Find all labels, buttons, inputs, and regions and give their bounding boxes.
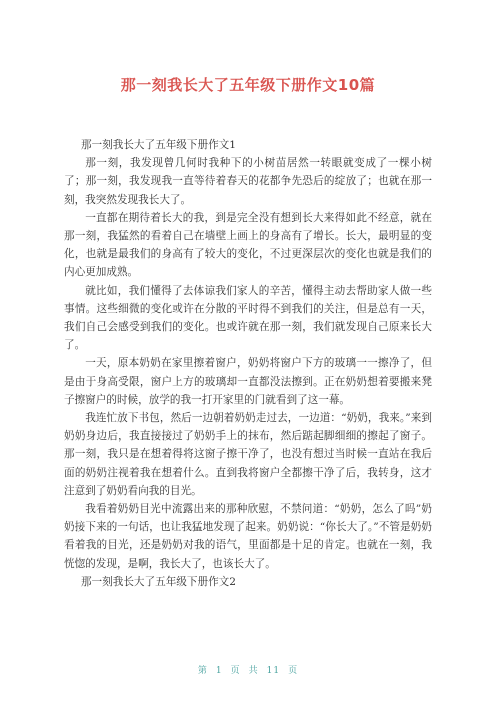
total-pages: 11: [266, 666, 281, 676]
page-label: 第: [197, 666, 208, 676]
paragraph: 我看着奶奶目光中流露出来的那种欣慰，不禁问道：“奶奶，怎么了吗”奶奶接下来的一句话，也让我猛地发现了起来。奶奶说：“你长大了。”不管是奶奶看着我的目光，还是奶奶对我的语气，里面都是十足的肯定。也就在一刻，我恍惚的发现，是啊，我长大了，也该长大了。: [64, 503, 432, 570]
document-title: 那一刻我长大了五年级下册作文10篇: [120, 76, 376, 94]
paragraph: 那一刻，我发现曾几何时我种下的小树苗居然一转眼就变成了一棵小树了；那一刻，我发现我一直等待着春天的花都争先恐后的绽放了；也就在那一刻，我突然发现我长大了。: [64, 157, 432, 206]
essay-heading: 那一刻我长大了五年级下册作文2: [80, 575, 237, 588]
page-current: 1: [215, 666, 223, 676]
document-body: [64, 136, 432, 591]
page-suffix: 页: [230, 666, 241, 676]
paragraph: 一天，原本奶奶在家里擦着窗户，奶奶将窗户下方的玻璃一一擦净了，但是由于身高受限，窗户上方的玻璃却一直都没法擦到。正在奶奶想着要搬来凳子擦窗户的时候，放学的我一打开家里的门就看到了这一幕。: [64, 357, 432, 406]
paragraph: 我连忙放下书包，然后一边朝着奶奶走过去，一边道：“奶奶，我来。”来到奶奶身边后，我直接接过了奶奶手上的抹布，然后踮起脚细细的擦起了窗子。那一刻，我只是在想着得将这窗子擦干净了，也没有想过当时候一直站在我后面的奶奶注视着我在想着什么。直到我将窗户全都擦干净了后，我转身，这才注意到了奶奶看向我的目光。: [64, 412, 432, 497]
paragraph: 就比如，我们懂得了去体谅我们家人的辛苦，懂得主动去帮助家人做一些事情。这些细微的变化或许在分散的平时得不到我们的关注，但是总有一天，我们自己会感受到我们的变化。也或许就在那一刻，我们就发现自己原来长大了。: [64, 284, 432, 352]
total-label: 共: [248, 666, 259, 676]
essay-heading: 那一刻我长大了五年级下册作文1: [80, 139, 237, 151]
total-suffix: 页: [288, 666, 299, 676]
page-footer: [0, 663, 496, 676]
paragraph: 一直都在期待着长大的我，到是完全没有想到长大来得如此不经意，就在那一刻，我猛然的看着自己在墙壁上画上的身高有了增长。长大，最明显的变化，也就是最我们的身高有了较大的变化，不过更深层次的变化也就是我们的内心更加成熟。: [64, 211, 432, 279]
